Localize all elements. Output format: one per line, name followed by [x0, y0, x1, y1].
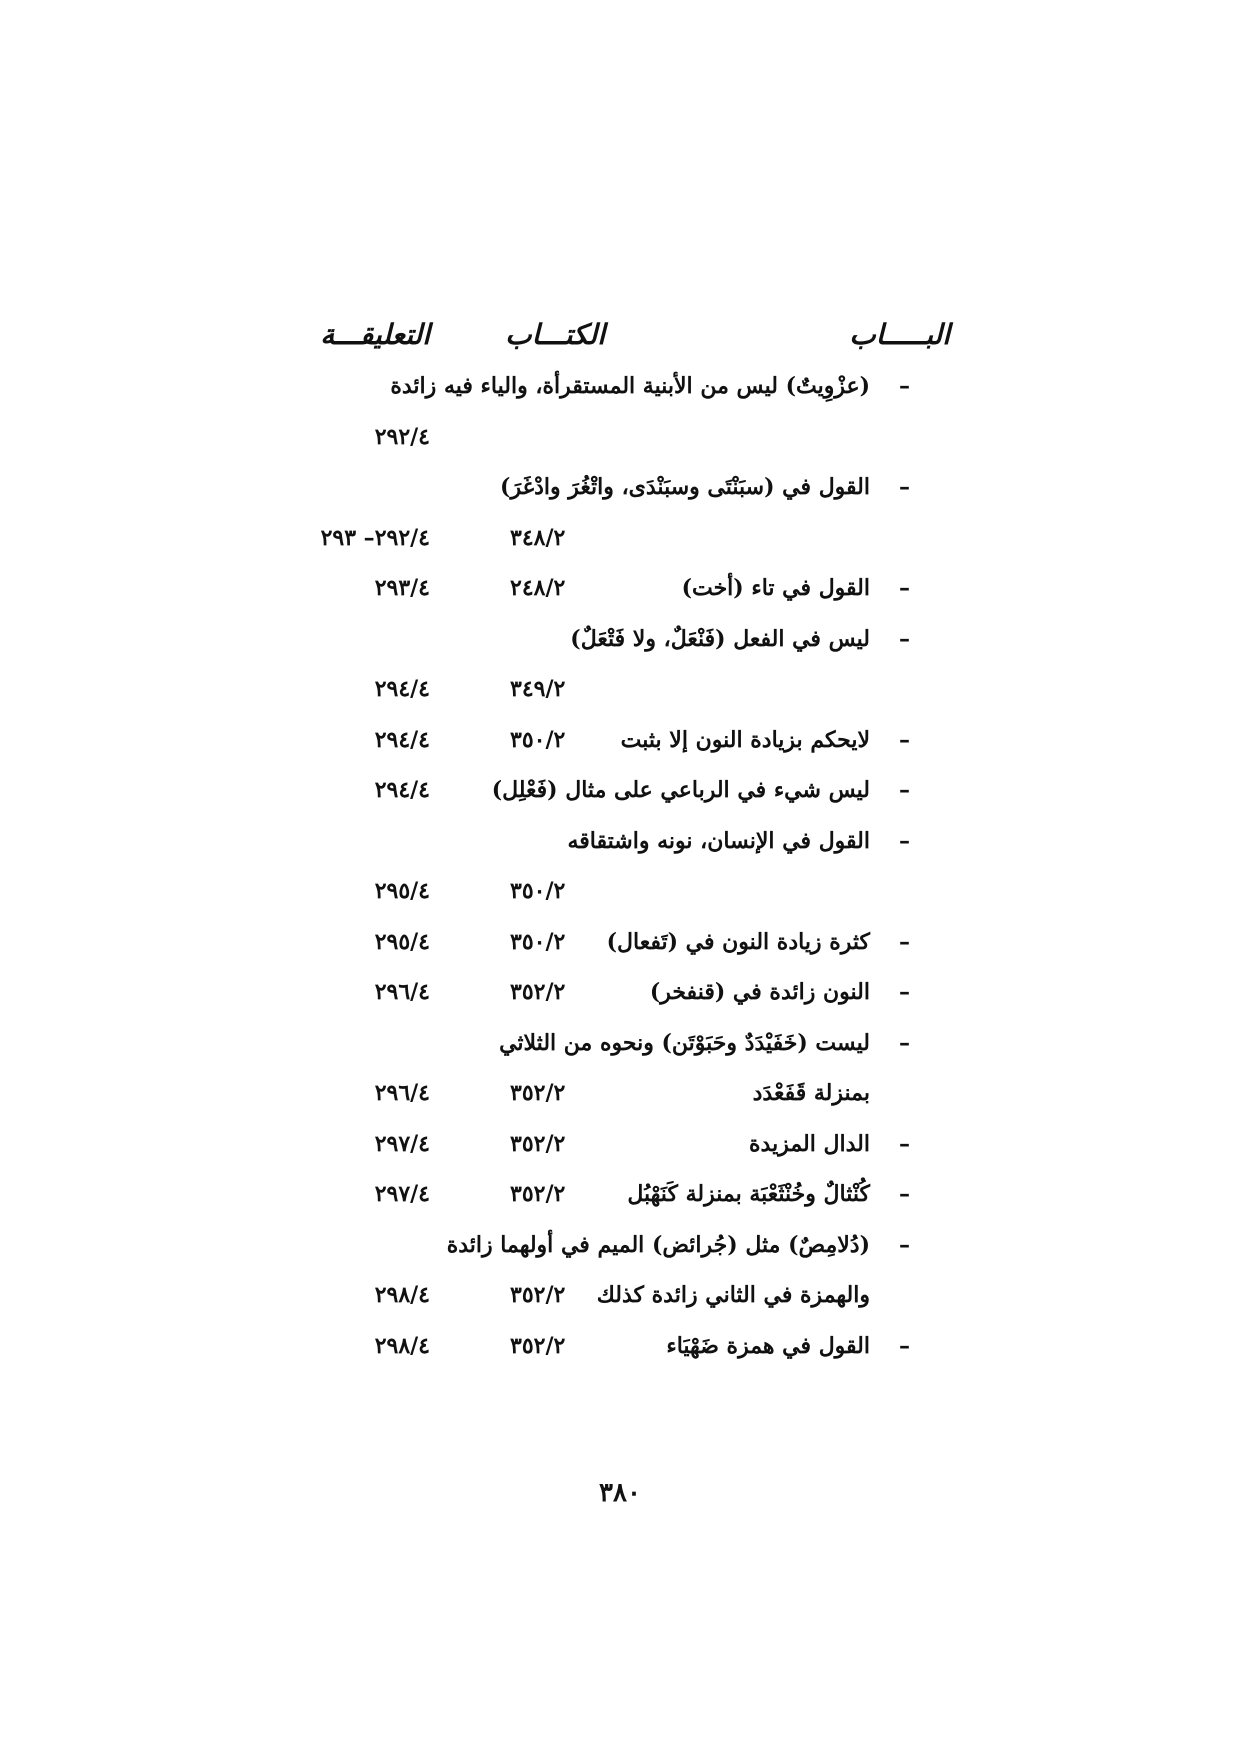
row-taliqa-ref: ٢٩٦/٤ — [374, 1080, 430, 1106]
index-row — [260, 769, 910, 820]
row-kitab-ref: ٣٥٢/٢ — [510, 979, 566, 1005]
index-row — [260, 1123, 910, 1174]
row-kitab-ref: ٣٥٢/٢ — [510, 1181, 566, 1207]
row-topic: والهمزة في الثاني زائدة كذلك — [596, 1282, 870, 1308]
row-dash: – — [899, 373, 910, 399]
index-row — [260, 517, 910, 568]
row-topic: كثرة زيادة النون في (تَفعال) — [606, 928, 870, 955]
row-dash: – — [899, 928, 910, 955]
row-dash: – — [899, 979, 910, 1005]
row-dash: – — [899, 1130, 910, 1157]
index-row — [260, 820, 910, 871]
row-taliqa-ref: ٢٩٧/٤ — [374, 1181, 430, 1207]
index-row — [260, 365, 910, 416]
index-row — [260, 618, 910, 669]
row-taliqa-ref: ٢٩٦/٤ — [374, 979, 430, 1005]
row-taliqa-ref: ٢٩٧/٤ — [374, 1130, 430, 1157]
index-row — [260, 466, 910, 517]
row-dash: – — [899, 1181, 910, 1207]
header-taliqa: التعليقـــة — [320, 318, 430, 351]
row-dash: – — [899, 1332, 910, 1359]
row-topic: لايحكم بزيادة النون إلا بثبت — [620, 726, 870, 753]
index-rows — [260, 365, 910, 1375]
row-kitab-ref: ٣٥٠/٢ — [510, 928, 566, 955]
row-topic: القول في تاء (أخت) — [681, 575, 870, 601]
index-row — [260, 668, 910, 719]
index-row — [260, 1022, 910, 1073]
row-dash: – — [899, 726, 910, 753]
row-dash: – — [899, 827, 910, 854]
row-taliqa-ref: ٢٩٥/٤ — [374, 878, 430, 904]
row-taliqa-ref: ٢٩٨/٤ — [374, 1332, 430, 1359]
row-kitab-ref: ٣٤٨/٢ — [510, 524, 566, 551]
row-kitab-ref: ٣٤٩/٢ — [510, 676, 566, 702]
row-dash: – — [899, 625, 910, 652]
row-topic: الدال المزيدة — [749, 1130, 870, 1157]
row-topic: القول في (سبَنْتَى وسبَنْدَى، واتْغُرَ وادْغَرَ) — [500, 474, 870, 500]
row-topic: ليس شيء في الرباعي على مثال (فَعْلِل) — [491, 777, 870, 803]
row-topic: النون زائدة في (قنفخر) — [649, 979, 870, 1005]
index-row — [260, 416, 910, 467]
row-topic: القول في همزة ضَهْيَاء — [666, 1332, 870, 1359]
row-taliqa-ref: ٢٩٢/٤– ٢٩٣ — [320, 524, 430, 551]
row-topic: ليس في الفعل (فَنْعَلٌ، ولا فَتْعَلٌ) — [570, 625, 870, 652]
index-row — [260, 567, 910, 618]
header-kitab: الكتـــاب — [505, 318, 605, 351]
index-row — [260, 719, 910, 770]
row-kitab-ref: ٢٤٨/٢ — [510, 575, 566, 601]
row-topic: ليست (خَفَيْدَدٌ وحَبَوْتَن) ونحوه من الثلاثي — [499, 1029, 870, 1056]
row-kitab-ref: ٣٥٢/٢ — [510, 1080, 566, 1106]
row-taliqa-ref: ٢٩٥/٤ — [374, 928, 430, 955]
row-kitab-ref: ٣٥٢/٢ — [510, 1332, 566, 1359]
row-taliqa-ref: ٢٩٤/٤ — [374, 777, 430, 803]
row-kitab-ref: ٣٥٠/٢ — [510, 726, 566, 753]
index-row — [260, 1274, 910, 1325]
index-row — [260, 971, 910, 1022]
row-dash: – — [899, 1029, 910, 1056]
header-bab: البـــــاب — [849, 318, 950, 351]
row-dash: – — [899, 777, 910, 803]
row-topic: القول في الإنسان، نونه واشتقاقه — [567, 827, 870, 854]
row-kitab-ref: ٣٥٢/٢ — [510, 1130, 566, 1157]
row-dash: – — [899, 1231, 910, 1258]
page-number: ٣٨٠ — [599, 1478, 641, 1508]
row-topic: (دُلامِصٌ) مثل (جُرائض) الميم في أولهما زائدة — [446, 1231, 870, 1258]
row-taliqa-ref: ٢٩٢/٤ — [374, 423, 430, 450]
row-topic: بمنزلة قَفَعْدَد — [752, 1080, 870, 1106]
index-row — [260, 1173, 910, 1224]
table-header — [300, 318, 950, 364]
index-row — [260, 1072, 910, 1123]
index-row — [260, 1325, 910, 1376]
row-kitab-ref: ٣٥٢/٢ — [510, 1282, 566, 1308]
index-row — [260, 870, 910, 921]
index-row — [260, 921, 910, 972]
row-taliqa-ref: ٢٩٤/٤ — [374, 726, 430, 753]
row-taliqa-ref: ٢٩٤/٤ — [374, 676, 430, 702]
row-topic: (عزْوِيتٌ) ليس من الأبنية المستقرأة، والياء فيه زائدة — [390, 373, 870, 399]
row-taliqa-ref: ٢٩٣/٤ — [374, 575, 430, 601]
row-dash: – — [899, 575, 910, 601]
row-taliqa-ref: ٢٩٨/٤ — [374, 1282, 430, 1308]
row-dash: – — [899, 474, 910, 500]
index-row — [260, 1224, 910, 1275]
row-topic: كُنْثالٌ وخُنْثَعْبَة بمنزلة كَنَهْبُل — [627, 1181, 870, 1207]
row-kitab-ref: ٣٥٠/٢ — [510, 878, 566, 904]
